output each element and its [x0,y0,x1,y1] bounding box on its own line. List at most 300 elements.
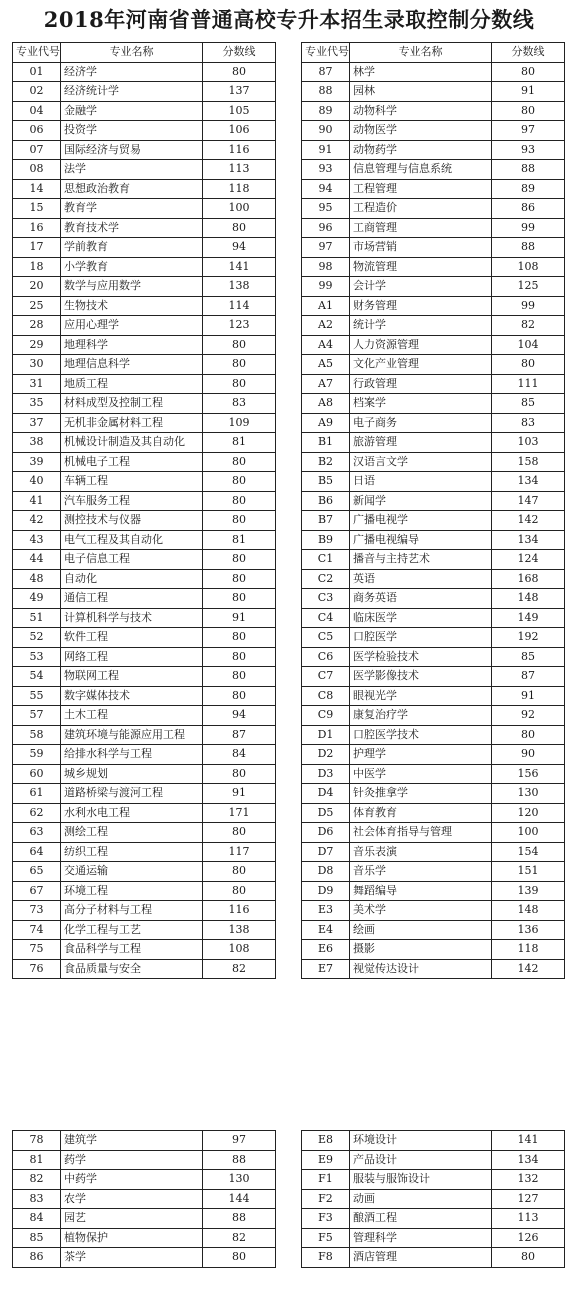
major-name: 广播电视学 [350,511,492,531]
major-code: F5 [302,1228,350,1248]
major-code: 54 [13,667,61,687]
score-value: 134 [492,1150,565,1170]
score-value: 142 [492,511,565,531]
major-name: 投资学 [61,121,203,141]
table-row [302,667,565,687]
score-value: 80 [203,491,276,511]
table-row [13,1170,276,1190]
table-row [302,881,565,901]
score-value: 80 [203,686,276,706]
major-name: 人力资源管理 [350,335,492,355]
major-code: 58 [13,725,61,745]
table-row [302,511,565,531]
score-value: 81 [203,433,276,453]
major-code: 37 [13,413,61,433]
score-value: 192 [492,628,565,648]
major-code: 90 [302,121,350,141]
major-name: 小学教育 [61,257,203,277]
table-row [13,1150,276,1170]
table-row [302,1131,565,1151]
major-code: 73 [13,901,61,921]
table-row [13,647,276,667]
major-code: 60 [13,764,61,784]
major-code: 04 [13,101,61,121]
table-row [13,550,276,570]
major-name: 财务管理 [350,296,492,316]
major-code: D9 [302,881,350,901]
major-code: C6 [302,647,350,667]
major-code: 88 [302,82,350,102]
score-value: 91 [492,82,565,102]
score-value: 88 [203,1150,276,1170]
table-row [302,959,565,979]
major-name: 道路桥梁与渡河工程 [61,784,203,804]
major-name: 茶学 [61,1248,203,1268]
score-value: 134 [492,530,565,550]
major-name: 动物医学 [350,121,492,141]
major-name: 地质工程 [61,374,203,394]
major-name: 社会体育指导与管理 [350,823,492,843]
score-value: 156 [492,764,565,784]
table-row [302,901,565,921]
major-name: 播音与主持艺术 [350,550,492,570]
major-name: 旅游管理 [350,433,492,453]
major-name: 物联网工程 [61,667,203,687]
score-value: 88 [492,238,565,258]
major-name: 园林 [350,82,492,102]
major-code: 55 [13,686,61,706]
major-code: 61 [13,784,61,804]
score-value: 142 [492,959,565,979]
major-code: 82 [13,1170,61,1190]
score-value: 92 [492,706,565,726]
table-row [302,257,565,277]
major-code: E8 [302,1131,350,1151]
major-code: B5 [302,472,350,492]
major-code: 20 [13,277,61,297]
major-code: C4 [302,608,350,628]
major-name: 通信工程 [61,589,203,609]
major-code: 65 [13,862,61,882]
score-value: 168 [492,569,565,589]
major-code: E7 [302,959,350,979]
major-name: 管理科学 [350,1228,492,1248]
table-row [13,842,276,862]
score-value: 114 [203,296,276,316]
major-name: 水利水电工程 [61,803,203,823]
table-row [13,901,276,921]
table-row [13,881,276,901]
major-name: 车辆工程 [61,472,203,492]
score-table-left [12,42,276,979]
major-code: A9 [302,413,350,433]
major-name: 眼视光学 [350,686,492,706]
table-row [302,940,565,960]
major-code: 86 [13,1248,61,1268]
score-table-right [301,42,565,979]
major-code: 78 [13,1131,61,1151]
table-row [302,550,565,570]
major-name: 统计学 [350,316,492,336]
score-value: 91 [203,608,276,628]
score-value: 123 [203,316,276,336]
table-row [13,316,276,336]
major-code: 01 [13,62,61,82]
major-name: 信息管理与信息系统 [350,160,492,180]
score-value: 116 [203,140,276,160]
major-name: 网络工程 [61,647,203,667]
score-value: 147 [492,491,565,511]
column-header-score: 分数线 [492,43,565,63]
table-row [302,784,565,804]
table-row [13,140,276,160]
score-value: 111 [492,374,565,394]
major-name: 农学 [61,1189,203,1209]
major-name: 思想政治教育 [61,179,203,199]
score-value: 134 [492,472,565,492]
score-value: 139 [492,881,565,901]
table-row [13,589,276,609]
table-row [302,842,565,862]
table-row [13,940,276,960]
major-name: 美术学 [350,901,492,921]
table-row [13,238,276,258]
major-name: 教育学 [61,199,203,219]
score-value: 84 [203,745,276,765]
major-code: 25 [13,296,61,316]
major-name: 康复治疗学 [350,706,492,726]
major-code: F2 [302,1189,350,1209]
score-value: 108 [492,257,565,277]
major-name: 计算机科学与技术 [61,608,203,628]
major-code: A7 [302,374,350,394]
major-code: 31 [13,374,61,394]
table-row [13,101,276,121]
score-value: 137 [203,82,276,102]
major-name: 城乡规划 [61,764,203,784]
score-value: 132 [492,1170,565,1190]
major-code: D2 [302,745,350,765]
major-code: A5 [302,355,350,375]
major-name: 医学影像技术 [350,667,492,687]
major-code: 53 [13,647,61,667]
table-row [13,160,276,180]
major-code: C5 [302,628,350,648]
table-row [13,374,276,394]
table-row [13,511,276,531]
major-code: 59 [13,745,61,765]
major-name: 舞蹈编导 [350,881,492,901]
score-value: 108 [203,940,276,960]
score-value: 80 [492,355,565,375]
score-value: 109 [203,413,276,433]
table-row [13,1131,276,1151]
major-name: 电气工程及其自动化 [61,530,203,550]
score-table-left-continued [12,1130,276,1268]
major-code: 28 [13,316,61,336]
major-code: 84 [13,1209,61,1229]
table-row [13,355,276,375]
major-name: 植物保护 [61,1228,203,1248]
major-code: 57 [13,706,61,726]
major-name: 生物技术 [61,296,203,316]
table-row [302,1228,565,1248]
major-name: 医学检验技术 [350,647,492,667]
score-value: 105 [203,101,276,121]
major-code: 95 [302,199,350,219]
score-value: 148 [492,901,565,921]
score-value: 93 [492,140,565,160]
table-row [13,530,276,550]
score-value: 80 [203,1248,276,1268]
table-row [13,569,276,589]
major-code: 30 [13,355,61,375]
score-value: 158 [492,452,565,472]
score-value: 103 [492,433,565,453]
major-name: 应用心理学 [61,316,203,336]
table-row [302,238,565,258]
major-name: 测绘工程 [61,823,203,843]
score-value: 104 [492,335,565,355]
table-row [13,959,276,979]
score-value: 80 [492,1248,565,1268]
score-value: 141 [203,257,276,277]
major-code: 43 [13,530,61,550]
table-row [13,706,276,726]
major-name: 地理信息科学 [61,355,203,375]
score-value: 118 [203,179,276,199]
score-value: 83 [203,394,276,414]
major-name: 自动化 [61,569,203,589]
major-code: E9 [302,1150,350,1170]
table-row [302,1248,565,1268]
major-code: 63 [13,823,61,843]
score-value: 87 [492,667,565,687]
table-row [13,1209,276,1229]
major-name: 无机非金属材料工程 [61,413,203,433]
table-row [302,745,565,765]
major-name: 音乐学 [350,862,492,882]
table-row [13,628,276,648]
major-code: D7 [302,842,350,862]
major-code: 99 [302,277,350,297]
score-value: 127 [492,1189,565,1209]
score-value: 171 [203,803,276,823]
score-value: 113 [492,1209,565,1229]
score-value: 85 [492,394,565,414]
major-code: F3 [302,1209,350,1229]
major-code: B7 [302,511,350,531]
major-code: 64 [13,842,61,862]
major-name: 软件工程 [61,628,203,648]
major-name: 材料成型及控制工程 [61,394,203,414]
table-row [302,530,565,550]
score-value: 154 [492,842,565,862]
column-header-code: 专业代号 [13,43,61,63]
table-row [302,296,565,316]
score-value: 130 [203,1170,276,1190]
major-name: 中药学 [61,1170,203,1190]
table-row [302,589,565,609]
major-name: 法学 [61,160,203,180]
table-row [302,686,565,706]
score-value: 91 [203,784,276,804]
table-row [302,764,565,784]
major-code: A1 [302,296,350,316]
score-value: 144 [203,1189,276,1209]
score-value: 100 [492,823,565,843]
major-name: 国际经济与贸易 [61,140,203,160]
table-row [13,452,276,472]
score-value: 80 [203,511,276,531]
major-code: 67 [13,881,61,901]
major-name: 新闻学 [350,491,492,511]
major-code: 75 [13,940,61,960]
major-name: 环境工程 [61,881,203,901]
score-value: 80 [203,218,276,238]
score-value: 82 [203,1228,276,1248]
table-row [302,628,565,648]
table-row [302,823,565,843]
table-row [302,1150,565,1170]
major-name: 机械电子工程 [61,452,203,472]
column-header-name: 专业名称 [61,43,203,63]
major-code: 94 [302,179,350,199]
major-name: 文化产业管理 [350,355,492,375]
major-name: 动物药学 [350,140,492,160]
major-name: 教育技术学 [61,218,203,238]
major-name: 测控技术与仪器 [61,511,203,531]
major-code: 85 [13,1228,61,1248]
table-header-row [13,43,276,63]
table-row [13,277,276,297]
table-row [13,823,276,843]
score-value: 99 [492,296,565,316]
table-row [13,667,276,687]
major-code: C9 [302,706,350,726]
table-row [13,491,276,511]
major-name: 工程管理 [350,179,492,199]
major-code: 62 [13,803,61,823]
table-row [13,920,276,940]
major-code: F1 [302,1170,350,1190]
major-name: 电子信息工程 [61,550,203,570]
score-value: 106 [203,121,276,141]
major-code: 38 [13,433,61,453]
major-name: 汽车服务工程 [61,491,203,511]
major-code: C2 [302,569,350,589]
major-code: D6 [302,823,350,843]
page-title: 2018年河南省普通高校专升本招生录取控制分数线 [43,7,535,32]
score-value: 80 [203,667,276,687]
table-row [302,862,565,882]
major-name: 动画 [350,1189,492,1209]
table-row [13,1248,276,1268]
table-row [302,335,565,355]
major-code: 02 [13,82,61,102]
table-row [302,472,565,492]
score-value: 148 [492,589,565,609]
major-name: 化学工程与工艺 [61,920,203,940]
major-name: 纺织工程 [61,842,203,862]
table-row [13,62,276,82]
major-name: 给排水科学与工程 [61,745,203,765]
score-value: 126 [492,1228,565,1248]
major-name: 交通运输 [61,862,203,882]
score-value: 124 [492,550,565,570]
major-name: 酿酒工程 [350,1209,492,1229]
score-value: 80 [203,62,276,82]
major-code: D1 [302,725,350,745]
major-name: 建筑环境与能源应用工程 [61,725,203,745]
table-row [302,1189,565,1209]
major-code: 18 [13,257,61,277]
table-row [13,121,276,141]
major-code: 97 [302,238,350,258]
major-name: 摄影 [350,940,492,960]
score-value: 83 [492,413,565,433]
score-value: 80 [203,355,276,375]
score-value: 88 [492,160,565,180]
score-value: 141 [492,1131,565,1151]
table-row [302,355,565,375]
major-name: 数学与应用数学 [61,277,203,297]
major-code: 07 [13,140,61,160]
table-row [13,179,276,199]
major-code: E6 [302,940,350,960]
major-code: 16 [13,218,61,238]
major-code: 81 [13,1150,61,1170]
table-row [302,433,565,453]
major-code: 91 [302,140,350,160]
table-row [302,1209,565,1229]
major-code: 93 [302,160,350,180]
table-row [13,335,276,355]
score-value: 80 [203,374,276,394]
major-name: 经济学 [61,62,203,82]
table-row [302,608,565,628]
major-name: 市场营销 [350,238,492,258]
major-code: 87 [302,62,350,82]
table-header-row [302,43,565,63]
table-row [302,452,565,472]
table-row [13,413,276,433]
table-row [13,608,276,628]
major-name: 食品质量与安全 [61,959,203,979]
score-value: 80 [492,725,565,745]
major-name: 电子商务 [350,413,492,433]
table-row [302,647,565,667]
major-name: 动物科学 [350,101,492,121]
major-code: 49 [13,589,61,609]
major-code: C8 [302,686,350,706]
major-name: 护理学 [350,745,492,765]
major-name: 环境设计 [350,1131,492,1151]
major-code: 96 [302,218,350,238]
table-row [13,257,276,277]
score-value: 86 [492,199,565,219]
major-name: 口腔医学 [350,628,492,648]
table-row [302,413,565,433]
major-name: 产品设计 [350,1150,492,1170]
major-code: 06 [13,121,61,141]
score-value: 138 [203,920,276,940]
major-name: 机械设计制造及其自动化 [61,433,203,453]
table-row [302,1170,565,1190]
major-code: 29 [13,335,61,355]
major-code: A2 [302,316,350,336]
major-name: 音乐表演 [350,842,492,862]
